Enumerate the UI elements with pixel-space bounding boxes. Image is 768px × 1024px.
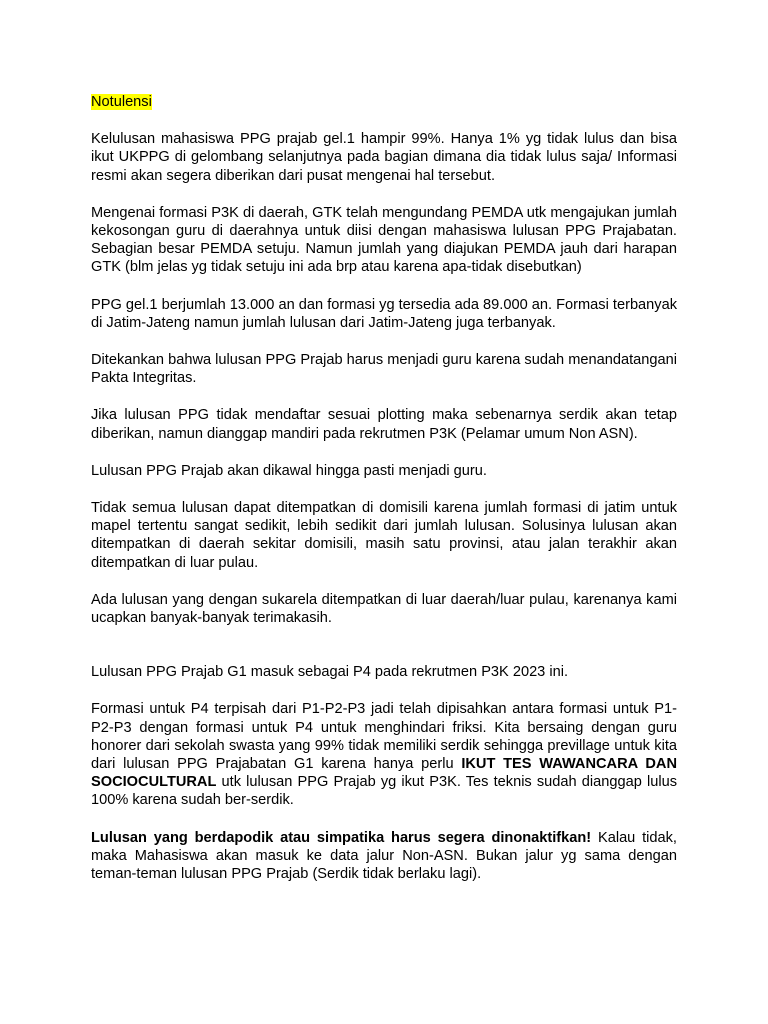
paragraph-kelulusan: Kelulusan mahasiswa PPG prajab gel.1 hampir 99%. Hanya 1% yg tidak lulus dan bisa ikut UKPPG di gelombang selanjutnya pada bagian dimana dia tidak lulus saja/ Informasi resmi akan segera diberikan dari pusat mengenai hal tersebut. [91,131,677,184]
title-line [91,93,677,111]
paragraph-formasi-p4-text-b: utk lulusan PPG Prajab yg ikut P3K. Tes teknis sudah dianggap lulus 100% karena sudah ber-serdik. [91,774,677,809]
paragraph-jumlah-ppg: PPG gel.1 berjumlah 13.000 an dan formasi yg tersedia ada 89.000 an. Formasi terbanyak di Jatim-Jateng namun jumlah lulusan dari Jatim-Jateng juga terbanyak. [91,296,677,331]
document-title: Notulensi [91,94,152,110]
paragraph-dikawal: Lulusan PPG Prajab akan dikawal hingga pasti menjadi guru. [91,462,487,479]
paragraph-dapodik-bold: Lulusan yang berdapodik atau simpatika harus segera dinonaktifkan! [91,829,592,846]
paragraph-sukarela: Ada lulusan yang dengan sukarela ditempatkan di luar daerah/luar pulau, karenanya kami ucapkan banyak-banyak terimakasih. [91,591,677,627]
paragraph-domisili: Tidak semua lulusan dapat ditempatkan di domisili karena jumlah formasi di jatim untuk mapel tertentu sangat sedikit, lebih sedikit dari jumlah lulusan. Solusinya lulusan akan ditempatkan di daerah sekitar domisili, masih satu provinsi, atau jalan terakhir akan ditempatkan di luar pulau. [91,500,677,571]
paragraph-dapodik [91,829,677,884]
paragraph-pakta-integritas: Ditekankan bahwa lulusan PPG Prajab harus menjadi guru karena sudah menandatangani Pakta Integritas. [91,352,677,387]
paragraph-formasi-p4-text-a: Formasi untuk P4 terpisah dari P1-P2-P3 jadi telah dipisahkan antara formasi untuk P1-P2-P3 dengan formasi untuk P4 untuk menghindari friksi. Kita bersaing dengan guru honorer dari sekolah swasta yang 99% tidak memiliki serdik sehingga previllage untuk kita dari lulusan PPG Prajabatan G1 karena hanya perlu [91,701,677,773]
paragraph-formasi-p4-bold: IKUT TES WAWANCARA DAN SOCIOCULTURAL [91,756,677,791]
paragraph-p4: Lulusan PPG Prajab G1 masuk sebagai P4 pada rekrutmen P3K 2023 ini. [91,664,569,681]
paragraph-dapodik-text: Kalau tidak, maka Mahasiswa akan masuk ke data jalur Non-ASN. Bukan jalur yg sama dengan teman-teman lulusan PPG Prajab (Serdik tidak berlaku lagi). [91,829,677,883]
paragraph-formasi-p4 [91,700,677,809]
paragraph-formasi-p3k: Mengenai formasi P3K di daerah, GTK telah mengundang PEMDA utk mengajukan jumlah kekosongan guru di daerahnya untuk diisi dengan mahasiswa lulusan PPG Prajabatan. Sebagian besar PEMDA setuju. Namun jumlah yang diajukan PEMDA jauh dari harapan GTK (blm jelas yg tidak setuju ini ada brp atau karena apa-tidak disebutkan) [91,204,677,276]
paragraph-plotting: Jika lulusan PPG tidak mendaftar sesuai plotting maka sebenarnya serdik akan tetap diberikan, namun dianggap mandiri pada rekrutmen P3K (Pelamar umum Non ASN). [91,407,677,442]
